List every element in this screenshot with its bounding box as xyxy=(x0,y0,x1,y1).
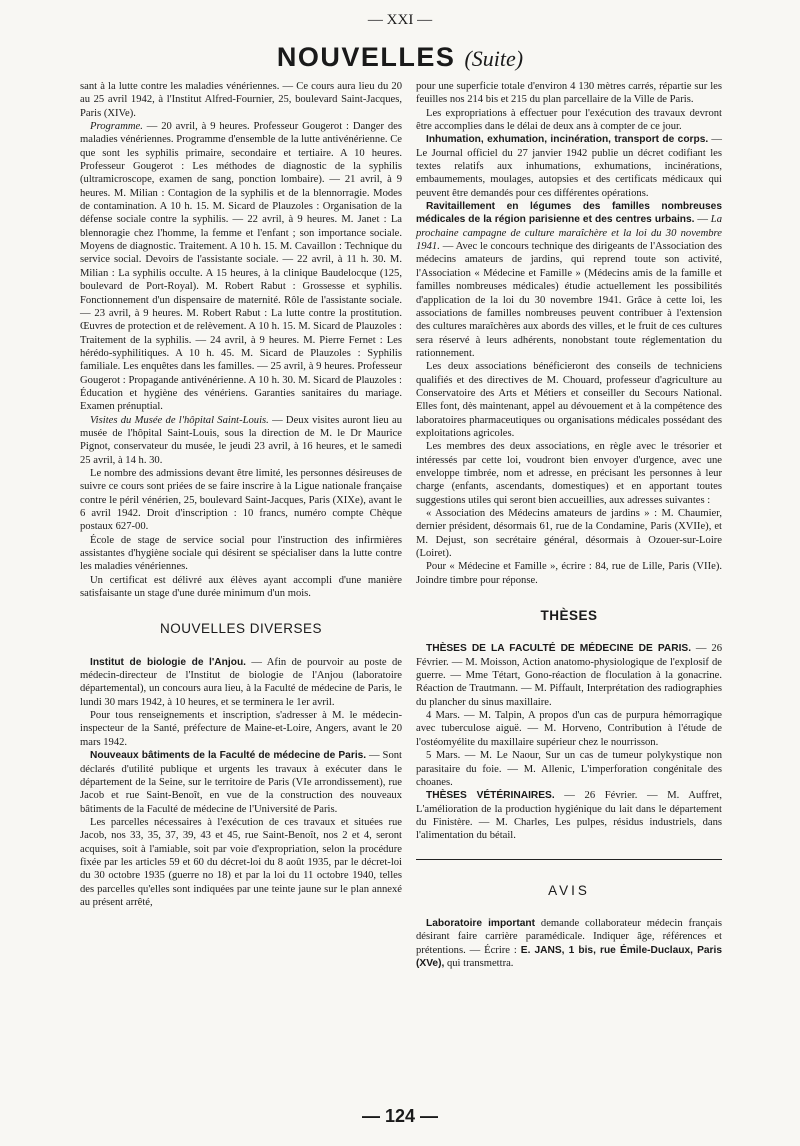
paragraph xyxy=(416,133,722,200)
paragraph xyxy=(80,120,402,414)
paragraph xyxy=(416,642,722,709)
title-main: NOUVELLES xyxy=(276,42,456,72)
paragraph-body: — Avec le concours technique des dirigeants de l'Association des médecins amateurs de jardins, qui reprend toute son activité, l'Association « Médecine et Famille » (Médecins amis de la famille et familles nombreuses médicales) étudie actuellement les possibilités d'application de la loi du 30 novembre 1941. Grâce à cette loi, les associations de familles nombreuses peuvent contribuer à l'extension des cultures maraîchères aux abords des villes, et le fruit de ces cultures sera réservé à leurs adhérents, nonobstant toute réglementation du rationnement. xyxy=(416,241,722,359)
section-heading-theses: THÈSES xyxy=(540,608,598,624)
paragraph-body: — 26 Février. — M. Auffret, L'amélioration de la production hygiénique du lait dans le département du Finistère. — M. Charles, Les pulpes, résidus industriels, dans l'alimentation du bétail. xyxy=(416,790,722,842)
paragraph: Ravitaillement en légumes des familles nombreuses médicales de la région parisienne et des centres urbains. — La prochaine campagne de culture maraîchère et la loi du 30 novembre 1941. — Avec le concours technique des dirigeants de l'Association des médecins amateurs de jardins, qui reprend toute son activité, l'Association « Médecine et Famille » (Médecins amis de la famille et familles nombreuses médicales) étudie actuellement les possibilités d'application de la loi du 30 novembre 1941. Grâce à cette loi, les associations de familles nombreuses peuvent contribuer à l'extension des cultures maraîchères aux abords des villes, et le fruit de ces cultures sera réservé à leurs adhérents, nonobstant toute réglementation du rationnement. xyxy=(416,201,722,359)
title-suite: (Suite) xyxy=(464,46,524,71)
paragraph-body: — Sont déclarés d'utilité publique et urgents les travaux à exécuter dans le département de la Seine, sur le territoire de Paris (VIe arrondissement), rue Jacob et rue Saint-Benoît, en vue de la construction des nouveaux bâtiments de la Faculté de médecine de l'Université de Paris. xyxy=(80,750,402,815)
paragraph-body: — Afin de pourvoir au poste de médecin-directeur de l'Institut de biologie de l'Anjou (laboratoire départemental), un concours aura lieu, à la Faculté de médecine de Paris, le lundi 30 mars 1942, à 10 heures, et se terminera le 1er avril. xyxy=(80,656,402,708)
paragraph xyxy=(416,789,722,842)
paragraph: Le nombre des admissions devant être limité, les personnes désireuses de suivre ce cours sont priées de se faire inscrire à la Ligue nationale française contre le péril vénérien, 25, boulevard Saint-Jacques, Paris (XIXe), avant le 6 avril 1942. Droit d'inscription : 10 francs, numéro compte Chèque postaux 627-00. xyxy=(80,467,402,533)
paragraph xyxy=(80,414,402,467)
paragraph xyxy=(80,749,402,816)
paragraph: Les membres des deux associations, en règle avec le trésorier et intéressés par cette loi, voudront bien envoyer d'urgence, avec une enveloppe timbrée, nom et adresse, en précisant les personnes à leur charge (enfants, ascendants, domestiques) et en apportant toutes suggestions utiles qui seront bien accueillies, aux adresses suivantes : xyxy=(416,441,722,506)
page-number-roman: — XXI — xyxy=(367,12,433,28)
paragraph xyxy=(80,656,402,709)
section-heading-diverses: NOUVELLES DIVERSES xyxy=(159,621,323,637)
paragraph xyxy=(416,917,722,970)
paragraph: Les parcelles nécessaires à l'exécution de ces travaux et situées rue Jacob, nos 33, 35, 37, 39, 43 et 45, rue Saint-Benoît, nos 2 et 4, seront acquises, soit à l'amiable, soit par voie d'expropriation, selon la procédure fixée par les articles 59 et 60 du décret-loi du 8 août 1935, par le décret-loi du 30 octobre 1935 (guerre no 18) et par la loi du 11 octobre 1940, telles des parcelles qu'elles sont indiquées par une teinte jaune sur le plan annexé au présent arrêté, xyxy=(80,816,402,908)
paragraph-body-end: qui transmettra. xyxy=(444,957,514,969)
paragraph-body: — Le Journal officiel du 27 janvier 1942 publie un décret codifiant les textes relatifs aux inhumations, exhumations, incinérations, embaumements, moulages, autopsies et des certificats médicaux qui peuvent être demandés pour ces différentes opérations. xyxy=(416,134,722,199)
paragraph-label: Nouveaux bâtiments de la Faculté de médecine de Paris. xyxy=(90,750,367,762)
paragraph-body: — 26 Février. — M. Moisson, Action anatomo-physiologique de l'explosif de guerre. — Mme Tétart, Gono-réaction de floculation à la gonacrine. Réaction de Trautmann. — M. Piffault, Interprétation des radiographies du plancher du sinus maxillaire. xyxy=(416,643,722,708)
paragraph-label: Institut de biologie de l'Anjou. xyxy=(90,656,246,668)
paragraph-label: THÈSES VÉTÉRINAIRES. xyxy=(426,790,555,802)
page-number: — 124 — xyxy=(361,1106,439,1126)
paragraph-label: Programme. xyxy=(90,121,143,133)
paragraph-address: E. JANS, 1 bis, rue Émile-Duclaux, Paris (XVe), xyxy=(416,944,722,969)
paragraph: « Association des Médecins amateurs de jardins » : M. Chaumier, dernier président, désormais 61, rue de la Condamine, Paris (XVIIe), et M. Dejust, son secrétaire général, désormais à Ozouer-sur-Loire (Loiret). xyxy=(416,508,722,560)
paragraph: Les expropriations à effectuer pour l'exécution des travaux devront être accomplies dans le délai de deux ans à compter de ce jour. xyxy=(416,107,722,133)
paragraph: 5 Mars. — M. Le Naour, Sur un cas de tumeur polykystique non parasitaire du foie. — M. Allenic, L'imperforation congénitale des choanes. xyxy=(416,750,722,788)
paragraph: Un certificat est délivré aux élèves ayant accompli d'une manière satisfaisante un stage d'une durée minimum d'un mois. xyxy=(80,574,402,600)
paragraph-body: demande collaborateur médecin français désirant faire carrière paramédicale. Indiquer âge, références et prétentions. — Écrire : xyxy=(416,917,722,956)
page-title xyxy=(0,42,800,73)
paragraph: 4 Mars. — M. Talpin, A propos d'un cas de purpura hémorragique avec tuberculose aiguë. — M. Horveno, Contribution à l'étude de l'ostéomyélite du maxillaire supérieur chez le nourrisson. xyxy=(416,710,722,748)
paragraph-label: Ravitaillement en légumes des familles nombreuses médicales de la région parisienne et des centres urbains. xyxy=(416,201,722,226)
paragraph-body: — 20 avril, à 9 heures. Professeur Gougerot : Danger des maladies vénériennes. Programme d'ensemble de la lutte antivénérienne. Ce que sont les syphilis primaire, secondaire et tertiaire. A 10 heures. Professeur Gougerot : Les méthodes de diagnostic de la syphilis (ultramicroscope, examen de sang, ponction lombaire). — 21 avril, à 9 heures. M. Milian : Contagion de la syphilis et de la blennorragie. Modes de contamination. A 10 h. 15. M. Sicard de Plauzoles : Organisation de la défense sociale contre la syphilis. — 22 avril, à 9 heures. M. Janet : La blennoragie chez l'homme, la femme et l'enfant ; son importance sociale. Moyens de diagnostic. Traitement. A 10 h. 15. M. Cavaillon : Technique du service social. Devoirs de l'assistante sociale. — 22 avril, à 11 h. 30. M. Milian : La syphilis occulte. A 15 heures, à la clinique Baudelocque (125, boulevard de Port-Royal). M. Robert Rabut : Grossesse et syphilis. Fonctionnement d'un dispensaire de maternité. Rôle de l'assistante sociale. — 23 avril, à 9 heures. M. Robert Rabut : La lutte contre la prostitution. Œuvres de protection et de relèvement. A 10 h. 15. M. Sicard de Plauzoles : Traitement de la syphilis. — 24 avril, à 9 heures. M. Pierre Fernet : Les hérédo-syphilitiques. A 10 h. 45. M. Sicard de Plauzoles : Syphilis familiale. Les enquêtes dans les familles. — 25 avril, à 9 heures. Professeur Gougerot : Propagande antivénérienne. A 10 h. 30. M. Sicard de Plauzoles : Éducation et hygiène des vénériens. Garanties sanitaires du mariage. Examen prénuptial. xyxy=(80,121,402,413)
paragraph: École de stage de service social pour l'instruction des infirmières assistantes d'hygiène sociale qui désirent se spécialiser dans la lutte contre les maladies vénériennes. xyxy=(80,534,402,573)
paragraph: sant à la lutte contre les maladies vénériennes. — Ce cours aura lieu du 20 au 25 avril 1942, à l'Institut Alfred-Fournier, 25, boulevard Saint-Jacques, Paris (XIVe). xyxy=(80,81,402,119)
paragraph: pour une superficie totale d'environ 4 130 mètres carrés, répartie sur les feuilles nos 214 bis et 215 du plan parcellaire de la Ville de Paris. xyxy=(416,81,722,106)
paragraph-label: Inhumation, exhumation, incinération, transport de corps. xyxy=(426,134,709,146)
paragraph-italic: La prochaine campagne de culture maraîchère et la loi du 30 novembre 1941. xyxy=(416,214,722,253)
paragraph-body: — Deux visites auront lieu au musée de l'hôpital Saint-Louis, sous la direction de M. le Dr Maurice Pignot, conservateur du musée, le jeudi 23 avril, à 16 heures, et le samedi 25 avril, à 14 h. 30. xyxy=(80,414,402,466)
paragraph: Pour « Médecine et Famille », écrire : 84, rue de Lille, Paris (VIIe). Joindre timbre pour réponse. xyxy=(416,561,722,586)
right-column xyxy=(416,80,722,970)
paragraph: Pour tous renseignements et inscription, s'adresser à M. le médecin-inspecteur de la Santé, préfecture de Maine-et-Loire, Angers, avant le 20 mars 1942. xyxy=(80,710,402,748)
paragraph-label: Laboratoire important xyxy=(426,917,536,929)
section-heading-avis: AVIS xyxy=(548,882,590,898)
paragraph-label: Visites du Musée de l'hôpital Saint-Louis. xyxy=(90,414,269,426)
paragraph: Les deux associations bénéficieront des conseils de techniciens qualifiés et des directives de M. Chouard, professeur d'agriculture au Conservatoire des Arts et Métiers et conseiller du Secours National. Elles font, dès maintenant, appel au dévouement et à la compétence des laboratoires pharmaceutiques ou organisations médicales possédant des exploitations agricoles. xyxy=(416,361,722,439)
left-column xyxy=(80,80,402,909)
section-divider xyxy=(416,859,722,860)
paragraph-label: THÈSES DE LA FACULTÉ DE MÉDECINE DE PARIS. xyxy=(426,643,692,655)
